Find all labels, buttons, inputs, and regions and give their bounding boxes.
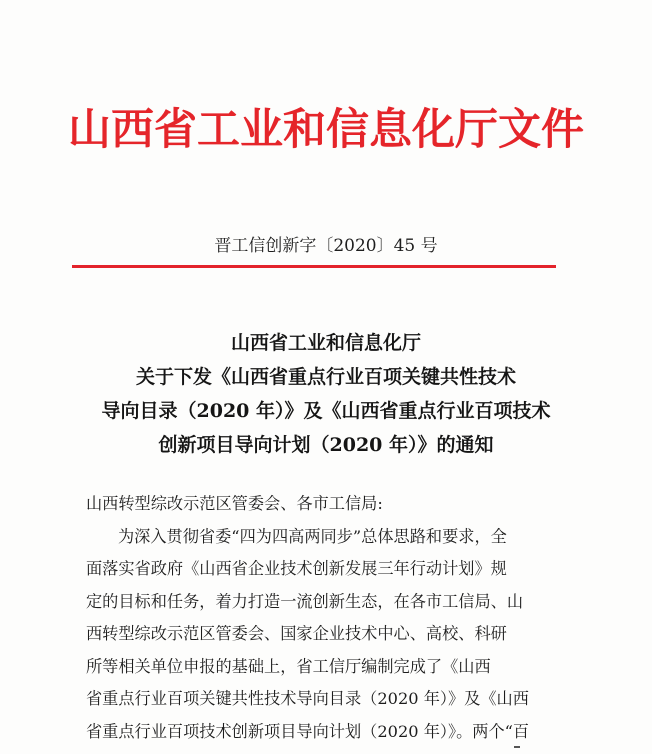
notice-title-line: 山西省工业和信息化厅 (230, 332, 421, 354)
document-header-title: 山西省工业和信息化厅文件 (68, 105, 584, 155)
body-text-line: 为深入贯彻省委“四为四高两同步”总体思路和要求，全 (118, 526, 507, 546)
page-corner-mark (514, 746, 520, 748)
notice-title-line: 关于下发《山西省重点行业百项关键共性技术 (135, 366, 516, 388)
body-text-line: 面落实省政府《山西省企业技术创新发展三年行动计划》规 (86, 559, 507, 578)
body-text-line: 定的目标和任务，着力打造一流创新生态，在各市工信局、山 (86, 591, 524, 611)
body-text-line: 省重点行业百项关键共性技术导向目录（2020 年）》及《山西 (86, 689, 529, 708)
addressee-line: 山西转型综改示范区管委会、各市工信局: (86, 494, 383, 513)
notice-title-line: 创新项目导向计划（2020 年）》的通知 (158, 434, 494, 456)
notice-body (86, 488, 556, 748)
body-text-line: 西转型综改示范区管委会、国家企业技术中心、高校、科研 (86, 624, 507, 643)
header-red-divider (72, 265, 556, 268)
body-text-line: 省重点行业百项技术创新项目导向计划（2020 年）》。两个“百 (86, 721, 530, 741)
body-text-line: 所等相关单位申报的基础上，省工信厅编制完成了《山西 (86, 656, 491, 676)
notice-title-line: 导向目录（2020 年）》及《山西省重点行业百项技术 (101, 400, 551, 422)
document-number: 晋工信创新字〔2020〕45 号 (214, 236, 438, 256)
notice-title (0, 326, 652, 462)
